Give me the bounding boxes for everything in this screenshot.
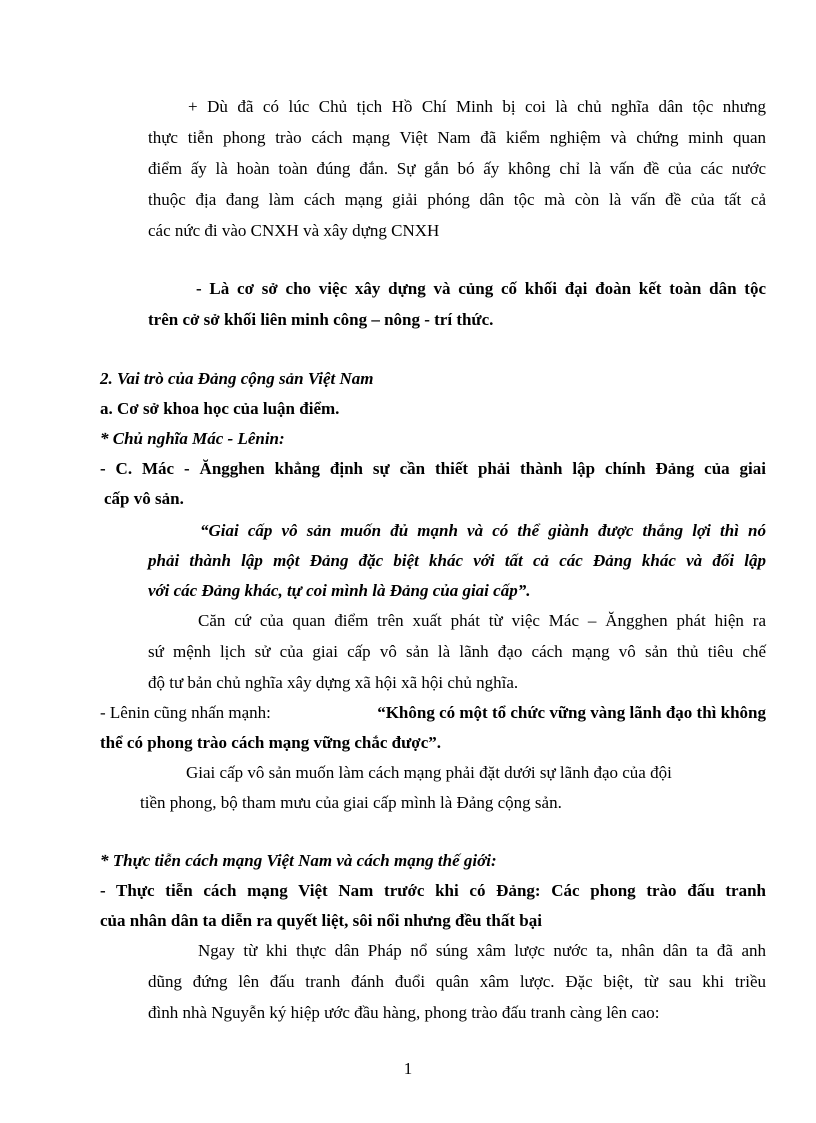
section-2-heading: 2. Vai trò của Đảng cộng sản Việt Nam — [100, 369, 374, 388]
paragraph-2-line-2: trên cở sở khối liên minh công – nông - trí thức. — [148, 310, 494, 329]
lenin-prefix: - Lênin cũng nhấn mạnh: — [100, 703, 276, 722]
paragraph-1-line-3: điểm ấy là hoàn toàn đúng đắn. Sự gắn bó ấy không chỉ là vấn đề của các nước — [148, 159, 766, 178]
practice-bold-line-1: - Thực tiễn cách mạng Việt Nam trước khi có Đảng: Các phong trào đấu tranh — [100, 881, 766, 900]
practice-heading: * Thực tiễn cách mạng Việt Nam và cách mạng thế giới: — [100, 851, 497, 870]
page-number: 1 — [403, 1059, 413, 1078]
practice-line-1: Ngay từ khi thực dân Pháp nổ súng xâm lược nước ta, nhân dân ta đã anh — [198, 941, 766, 960]
basis-line-3: độ tư bản chủ nghĩa xây dựng xã hội xã hội chủ nghĩa. — [148, 673, 519, 692]
practice-line-2: dũng đứng lên đấu tranh đánh đuổi quân xâm lược. Đặc biệt, từ sau khi triều — [148, 972, 766, 991]
paragraph-2-line-1: - Là cơ sở cho việc xây dựng và củng cố khối đại đoàn kết toàn dân tộc — [196, 279, 766, 298]
lenin-line-1 — [100, 702, 766, 724]
practice-line-3: đình nhà Nguyễn ký hiệp ước đầu hàng, phong trào đấu tranh càng lên cao: — [148, 1003, 660, 1022]
lenin-quote-line-2: thể có phong trào cách mạng vững chắc được”. — [100, 733, 442, 752]
basis-line-1: Căn cứ của quan điểm trên xuất phát từ việc Mác – Ăngghen phát hiện ra — [198, 611, 766, 630]
quote-line-2: phải thành lập một Đảng đặc biệt khác với tất cả các Đảng khác và đối lập — [148, 551, 766, 570]
basis-line-2: sứ mệnh lịch sử của giai cấp vô sản là lãnh đạo cách mạng vô sản thủ tiêu chế — [148, 642, 766, 661]
paragraph-1-line-5: các nức đi vào CNXH và xây dựng CNXH — [148, 221, 440, 240]
paragraph-1-line-2: thực tiễn phong trào cách mạng Việt Nam đã kiểm nghiệm và chứng minh quan — [148, 128, 766, 147]
paragraph-1-line-1: + Dù đã có lúc Chủ tịch Hồ Chí Minh bị coi là chủ nghĩa dân tộc nhưng — [188, 97, 766, 116]
lenin-quote-line-1: “Không có một tổ chức vững vàng lãnh đạo thì không — [377, 703, 766, 722]
paragraph-1-line-4: thuộc địa đang làm cách mạng giải phóng dân tộc mà còn là vấn đề của tất cả — [148, 190, 766, 209]
quote-line-1: “Giai cấp vô sản muốn đủ mạnh và có thể giành được thắng lợi thì nó — [200, 521, 766, 540]
marx-line-2: cấp vô sản. — [104, 489, 184, 508]
subheading-a: a. Cơ sở khoa học của luận điểm. — [100, 399, 340, 418]
marxism-heading: * Chủ nghĩa Mác - Lênin: — [100, 429, 285, 448]
proletariat-line-2: tiền phong, bộ tham mưu của giai cấp mình là Đảng cộng sản. — [140, 793, 562, 812]
practice-bold-line-2: của nhân dân ta diễn ra quyết liệt, sôi nổi nhưng đều thất bại — [100, 911, 542, 930]
marx-line-1: - C. Mác - Ăngghen khẳng định sự cần thiết phải thành lập chính Đảng của giai — [100, 459, 766, 478]
quote-line-3: với các Đảng khác, tự coi mình là Đảng của giai cấp”. — [148, 581, 531, 600]
proletariat-line-1: Giai cấp vô sản muốn làm cách mạng phải đặt dưới sự lãnh đạo của đội — [186, 763, 672, 782]
